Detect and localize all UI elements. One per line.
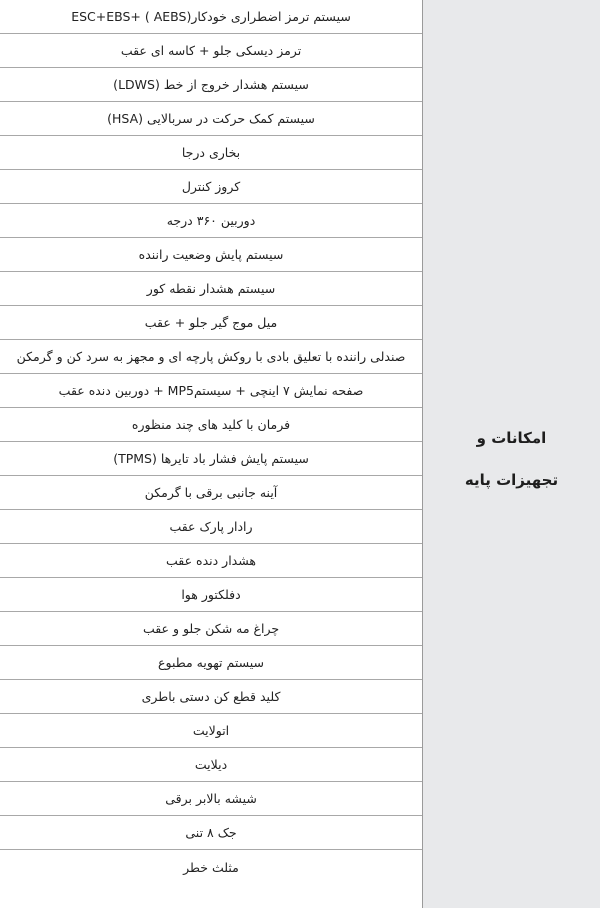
category-label-line-2: تجهیزات پایه [464,471,559,489]
feature-row: دوربین ۳۶۰ درجه [0,204,422,238]
feature-row: آینه جانبی برقی با گرمکن [0,476,422,510]
feature-row: میل موج گیر جلو + عقب [0,306,422,340]
feature-row: چراغ مه شکن جلو و عقب [0,612,422,646]
feature-row: جک ۸ تنی [0,816,422,850]
feature-row: رادار پارک عقب [0,510,422,544]
feature-row: سیستم ترمز اضطراری خودکار(AEBS ) +ESC+EBS [0,0,422,34]
feature-row: سیستم هشدار نقطه کور [0,272,422,306]
feature-row: سیستم کمک حرکت در سربالایی (HSA) [0,102,422,136]
category-cell [423,0,600,908]
feature-row: سیستم هشدار خروج از خط (LDWS) [0,68,422,102]
feature-row: فرمان با کلید های چند منظوره [0,408,422,442]
feature-row: کروز کنترل [0,170,422,204]
feature-row: دیلایت [0,748,422,782]
feature-row: سیستم تهویه مطبوع [0,646,422,680]
feature-row: دفلکتور هوا [0,578,422,612]
feature-row: سیستم پایش وضعیت راننده [0,238,422,272]
feature-row: صفحه نمایش ۷ اینچی + سیستمMP5 + دوربین دنده عقب [0,374,422,408]
feature-row: سیستم پایش فشار باد تایرها (TPMS) [0,442,422,476]
feature-row: ترمز دیسکی جلو + کاسه ای عقب [0,34,422,68]
category-label [437,417,587,501]
feature-row: صندلی راننده با تعلیق بادی با روکش پارچه ای و مجهز به سرد کن و گرمکن [0,340,422,374]
feature-row: مثلث خطر [183,859,239,875]
feature-row: شیشه بالابر برقی [0,782,422,816]
category-label-line-1: امکانات و [476,429,547,447]
feature-row: کلید قطع کن دستی باطری [0,680,422,714]
feature-row: هشدار دنده عقب [0,544,422,578]
feature-row: بخاری درجا [0,136,422,170]
feature-row: اتولایت [0,714,422,748]
